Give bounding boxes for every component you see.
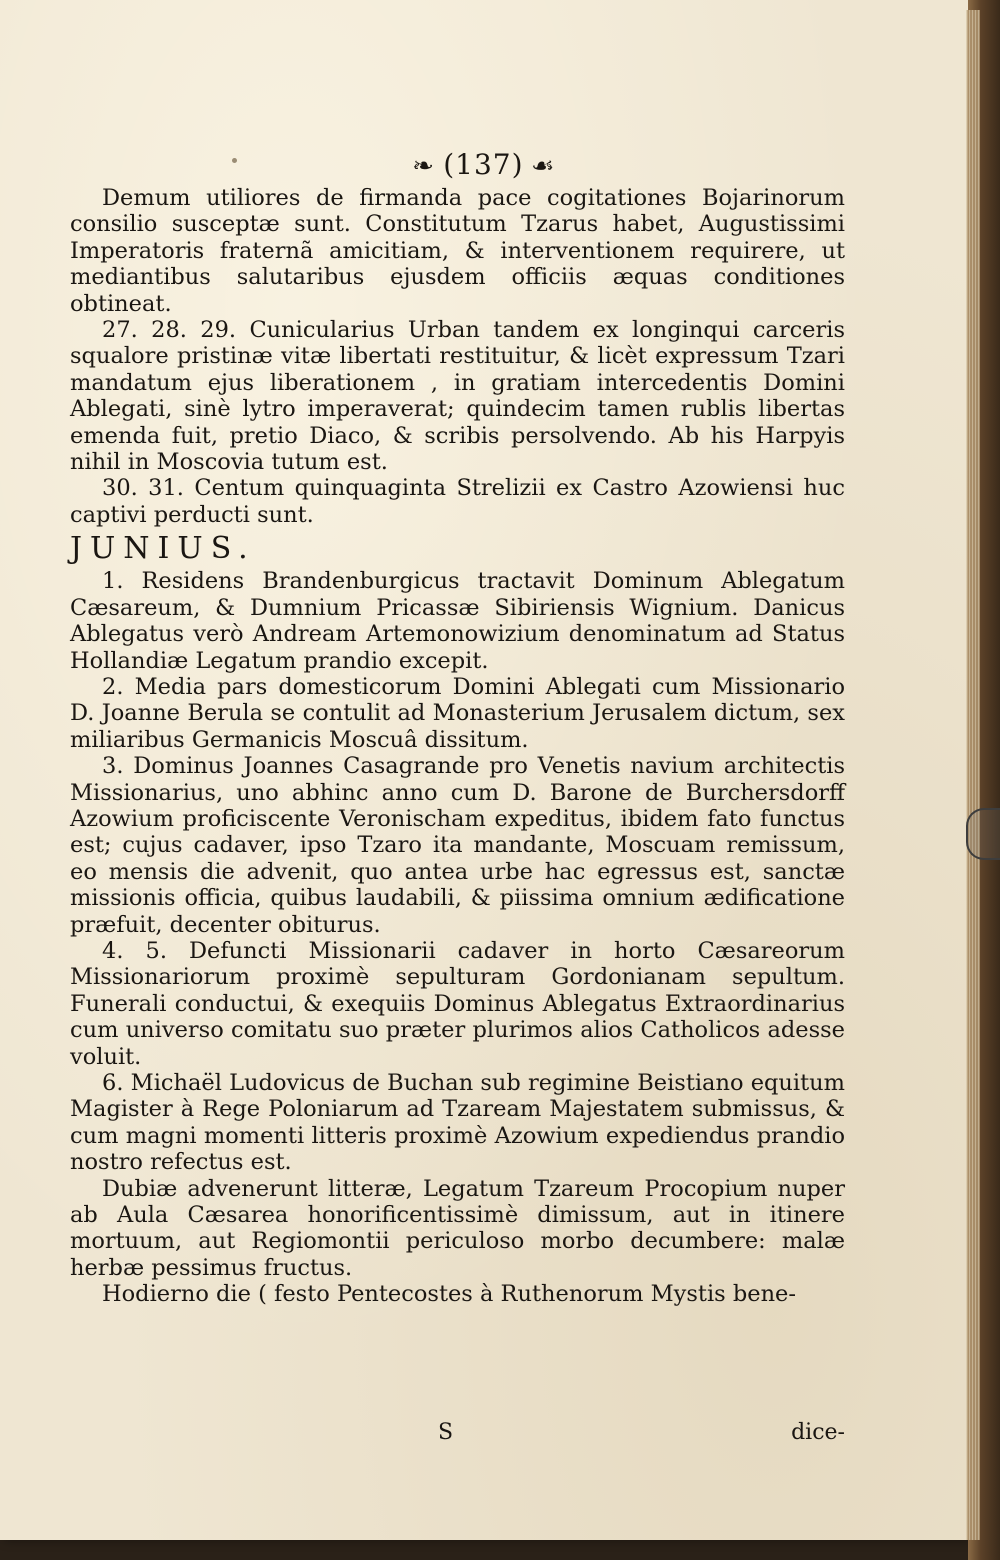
page-number: (137) — [443, 148, 524, 181]
right-ornament-icon: ☙ — [531, 154, 557, 179]
page-header — [0, 148, 968, 181]
signature-mark: S — [438, 1420, 454, 1445]
paragraph: 27. 28. 29. Cunicularius Urban tandem ex longinqui carceris squalore pristinæ vitæ libertati restituitur, & licèt expressum Tzari mandatum ejus liberationem , in gratiam intercedentis Domini Ablegati, sinè lytro imperaverat; quindecim tamen rublis libertas emenda fuit, pretio Diaco, & scribis persolvendo. Ab his Harpyis nihil in Moscovia tutum est. — [70, 317, 845, 476]
left-ornament-icon: ❧ — [411, 154, 436, 179]
paragraph: Hodierno die ( festo Pentecostes à Ruthenorum Mystis bene- — [102, 1281, 796, 1308]
paragraph: 3. Dominus Joannes Casagrande pro Venetis navium architectis Missionarius, uno abhinc anno cum D. Barone de Burchersdorff Azowium proficiscente Veronischam expeditus, ibidem fato functus est; cujus cadaver, ipso Tzaro ita mandante, Moscuam remissum, eo mensis die advenit, quo antea urbe hac egressus est, sanctæ missionis officia, quibus laudabili, & piissima omnium ædificatione præfuit, decenter obiturus. — [70, 753, 845, 938]
paragraph: Dubiæ advenerunt litteræ, Legatum Tzareum Procopium nuper ab Aula Cæsarea honorificentissimè dimissum, aut in itinere mortuum, aut Regiomontii periculoso morbo decumbere: malæ herbæ pessimus fructus. — [70, 1175, 845, 1281]
page-body — [70, 185, 845, 1308]
paragraph: 1. Residens Brandenburgicus tractavit Dominum Ablegatum Cæsareum, & Dumnium Pricassæ Sibiriensis Wignium. Danicus Ablegatus verò Andream Artemonowizium denominatum ad Status Hollandiæ Legatum prandio excepit. — [70, 568, 845, 674]
paragraph: 30. 31. Centum quinquaginta Strelizii ex Castro Azowiensi huc captivi perducti sunt. — [70, 475, 845, 528]
page-stack-edges — [966, 10, 980, 1540]
paragraph: 4. 5. Defuncti Missionarii cadaver in horto Cæsareorum Missionariorum proximè sepulturam Gordonianam sepultum. Funerali conductui, & exequiis Dominus Ablegatus Extraordinarius cum universo comitatu suo præter plurimos alios Catholicos adesse voluit. — [70, 937, 845, 1070]
paragraph: 2. Media pars domesticorum Domini Ablegati cum Missionario D. Joanne Berula se contulit ad Monasterium Jerusalem dictum, sex miliaribus Germanicis Moscuâ dissitum. — [70, 673, 845, 753]
month-heading: JUNIUS. — [70, 531, 256, 567]
page-clip — [966, 808, 1000, 860]
catchword: dice- — [791, 1420, 845, 1445]
paragraph: Demum utiliores de firmanda pace cogitationes Bojarinorum consilio susceptæ sunt. Constitutum Tzarus habet, Augustissimi Imperatoris fraternã amicitiam, & interventionem requirere, ut mediantibus salutaribus ejusdem officiis æquas conditiones obtineat. — [70, 185, 845, 317]
paragraph: 6. Michaël Ludovicus de Buchan sub regimine Beistiano equitum Magister à Rege Poloniarum ad Tzaream Majestatem submissus, & cum magni momenti litteris proximè Azowium expediendus prandio nostro refectus est. — [70, 1070, 845, 1176]
